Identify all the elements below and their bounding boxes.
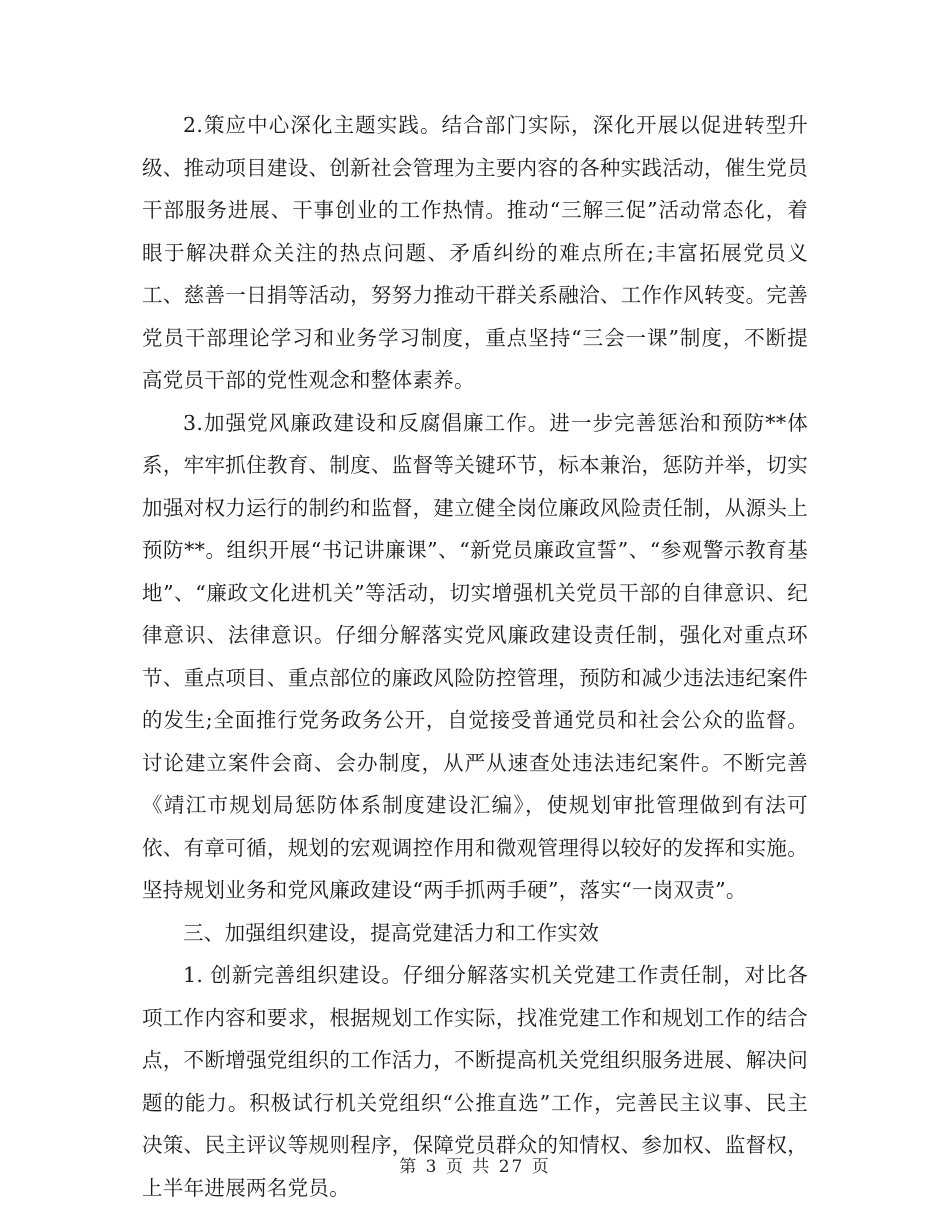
paragraph-practice: 2.策应中心深化主题实践。结合部门实际，深化开展以促进转型升级、推动项目建设、创新社会管理为主要内容的各种实践活动，催生党员干部服务进展、干事创业的工作热情。推动“三解三促”活动常态化，着眼于解决群众关注的热点问题、矛盾纠纷的难点所在;丰富拓展党员义工、慈善一日捐等活动，努努力推动干群关系融洽、工作作风转变。完善党员干部理论学习和业务学习制度，重点坚持“三会一课”制度，不断提高党员干部的党性观念和整体素养。 (142, 113, 808, 392)
paragraph-organization: 1. 创新完善组织建设。仔细分解落实机关党建工作责任制，对比各项工作内容和要求，根据规划工作实际，找准党建工作和规划工作的结合点，不断增强党组织的工作活力，不断提高机关党组织服务进展、解决问题的能力。积极试行机关党组织“公推直选”工作，完善民主议事、民主决策、民主评议等规则程序，保障党员群众的知情权、参加权、监督权，上半年进展两名党员。 (142, 963, 808, 1200)
document-body (142, 104, 808, 1209)
page-footer: 第 3 页 共 27 页 (399, 1157, 551, 1177)
section-heading: 三、加强组织建设，提高党建活力和工作实效 (183, 920, 599, 945)
paragraph-integrity: 3.加强党风廉政建设和反腐倡廉工作。进一步完善惩治和预防**体系，牢牢抓住教育、制度、监督等关键环节，标本兼治，惩防并举，切实加强对权力运行的制约和监督，建立健全岗位廉政风险责任制，从源头上预防**。组织开展“书记讲廉课”、“新党员廉政宣誓”、“参观警示教育基地”、“廉政文化进机关”等活动，切实增强机关党员干部的自律意识、纪律意识、法律意识。仔细分解落实党风廉政建设责任制，强化对重点环节、重点项目、重点部位的廉政风险防控管理，预防和减少违法违纪案件的发生;全面推行党务政务公开，自觉接受普通党员和社会公众的监督。讨论建立案件会商、会办制度，从严从速查处违法违纪案件。不断完善《靖江市规划局惩防体系制度建设汇编》，使规划审批管理做到有法可依、有章可循，规划的宏观调控作用和微观管理得以较好的发挥和实施。坚持规划业务和党风廉政建设“两手抓两手硬”，落实“一岗双责”。 (142, 410, 808, 902)
